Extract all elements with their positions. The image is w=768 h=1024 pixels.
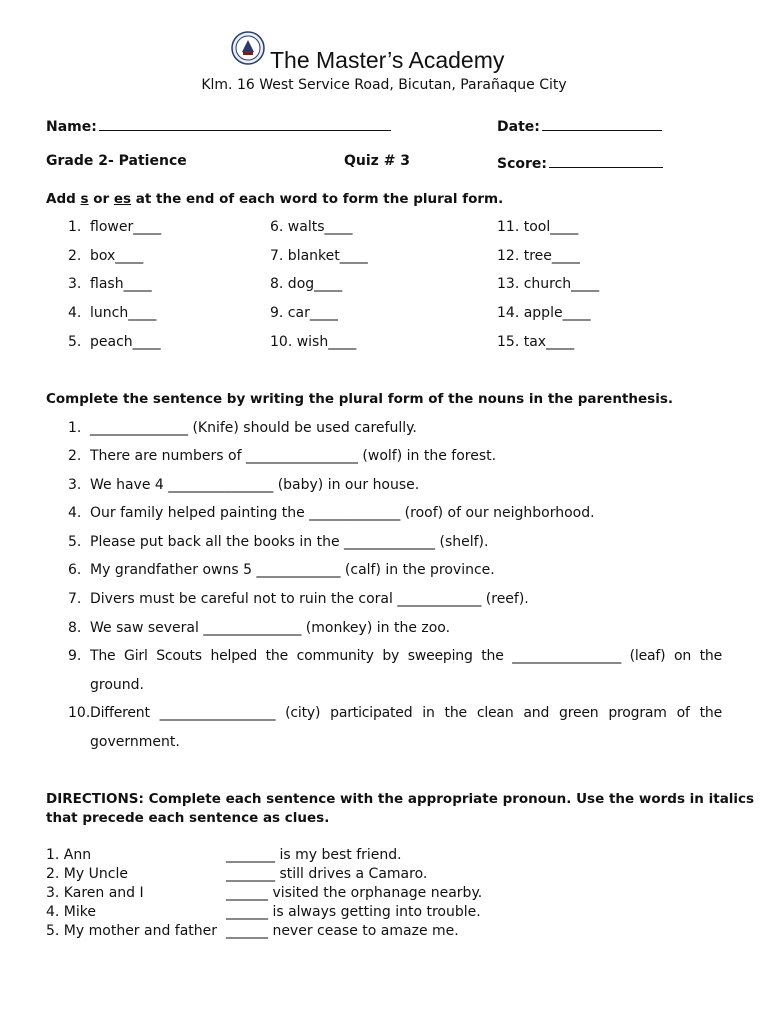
score-field[interactable] xyxy=(549,153,663,168)
name-label: Name: xyxy=(46,119,97,135)
pronoun-sentence: ______ visited the orphanage nearby. xyxy=(226,885,483,901)
sentence-continuation: government. xyxy=(90,734,180,750)
grade-label: Grade 2- Patience xyxy=(46,153,187,169)
list-item: 11. tool____ xyxy=(497,219,579,235)
name-row xyxy=(46,116,391,135)
sentence-text: Different _________________ (city) participated in the clean and green program of the xyxy=(90,705,722,721)
list-item: 7. blanket____ xyxy=(270,248,368,264)
list-item xyxy=(68,219,161,235)
pronoun-sentence: ______ is always getting into trouble. xyxy=(226,904,481,920)
date-field[interactable] xyxy=(542,116,662,131)
part1-instruction xyxy=(46,191,503,207)
list-item: 8. dog____ xyxy=(270,276,343,292)
item-word: flash____ xyxy=(90,276,152,292)
item-number: 5. xyxy=(68,534,82,550)
sentence-text: My grandfather owns 5 ____________ (calf) in the province. xyxy=(90,562,495,578)
sentence-text: Please put back all the books in the _____________ (shelf). xyxy=(90,534,489,550)
item-word: flower____ xyxy=(90,219,162,235)
score-label: Score: xyxy=(497,156,547,172)
list-item xyxy=(68,276,152,292)
school-seal-logo xyxy=(231,31,265,65)
list-item xyxy=(68,305,156,321)
item-word: peach____ xyxy=(90,334,161,350)
date-label: Date: xyxy=(497,119,540,135)
sentence-text: There are numbers of ________________ (wolf) in the forest. xyxy=(90,448,497,464)
part2-instruction: Complete the sentence by writing the plural form of the nouns in the parenthesis. xyxy=(46,391,673,407)
pronoun-sentence: _______ is my best friend. xyxy=(226,847,402,863)
list-item: 6. walts____ xyxy=(270,219,353,235)
sentence-text: We have 4 _______________ (baby) in our house. xyxy=(90,477,420,493)
school-name: The Master’s Academy xyxy=(270,47,505,73)
sentence-text: Our family helped painting the _____________ (roof) of our neighborhood. xyxy=(90,505,595,521)
item-number: 6. xyxy=(68,562,82,578)
item-number: 5. xyxy=(68,334,82,350)
sentence-text: ______________ (Knife) should be used carefully. xyxy=(90,420,417,436)
item-number: 2. xyxy=(68,248,82,264)
quiz-label: Quiz # 3 xyxy=(344,153,411,169)
list-item: 15. tax____ xyxy=(497,334,575,350)
pronoun-clue: 4. Mike xyxy=(46,904,96,920)
date-row xyxy=(497,116,662,135)
pronoun-clue: 1. Ann xyxy=(46,847,92,863)
sentence-text: Divers must be careful not to ruin the coral ____________ (reef). xyxy=(90,591,529,607)
item-word: lunch____ xyxy=(90,305,157,321)
item-number: 4. xyxy=(68,505,82,521)
item-number: 10. xyxy=(68,705,91,721)
item-number: 7. xyxy=(68,591,82,607)
score-row xyxy=(497,153,663,172)
pronoun-clue: 5. My mother and father xyxy=(46,923,218,939)
sentence-text: We saw several ______________ (monkey) in the zoo. xyxy=(90,620,451,636)
item-number: 1. xyxy=(68,219,82,235)
school-address: Klm. 16 West Service Road, Bicutan, Parañaque City xyxy=(201,77,567,93)
list-item: 9. car____ xyxy=(270,305,338,321)
part3-directions: DIRECTIONS: Complete each sentence with the appropriate pronoun. Use the words in italics xyxy=(46,791,755,807)
part3-directions: that precede each sentence as clues. xyxy=(46,810,330,826)
suffix-es: es xyxy=(113,191,132,207)
suffix-s: s xyxy=(80,191,89,207)
list-item: 13. church____ xyxy=(497,276,600,292)
list-item: 10. wish____ xyxy=(270,334,357,350)
item-number: 9. xyxy=(68,648,82,664)
name-field[interactable] xyxy=(99,116,391,131)
item-number: 4. xyxy=(68,305,82,321)
item-number: 3. xyxy=(68,477,82,493)
item-word: box____ xyxy=(90,248,144,264)
list-item xyxy=(68,334,161,350)
instruction-text: Add xyxy=(46,191,81,207)
pronoun-clue: 2. My Uncle xyxy=(46,866,128,882)
sentence-text: The Girl Scouts helped the community by sweeping the ________________ (leaf) on the xyxy=(90,648,722,664)
pronoun-sentence: _______ still drives a Camaro. xyxy=(226,866,428,882)
item-number: 8. xyxy=(68,620,82,636)
instruction-text: at the end of each word to form the plural form. xyxy=(131,191,504,207)
instruction-text: or xyxy=(88,191,114,207)
item-number: 1. xyxy=(68,420,82,436)
item-number: 3. xyxy=(68,276,82,292)
pronoun-clue: 3. Karen and I xyxy=(46,885,144,901)
sentence-continuation: ground. xyxy=(90,677,144,693)
list-item: 14. apple____ xyxy=(497,305,591,321)
item-number: 2. xyxy=(68,448,82,464)
list-item xyxy=(68,248,143,264)
pronoun-sentence: ______ never cease to amaze me. xyxy=(226,923,459,939)
list-item: 12. tree____ xyxy=(497,248,580,264)
